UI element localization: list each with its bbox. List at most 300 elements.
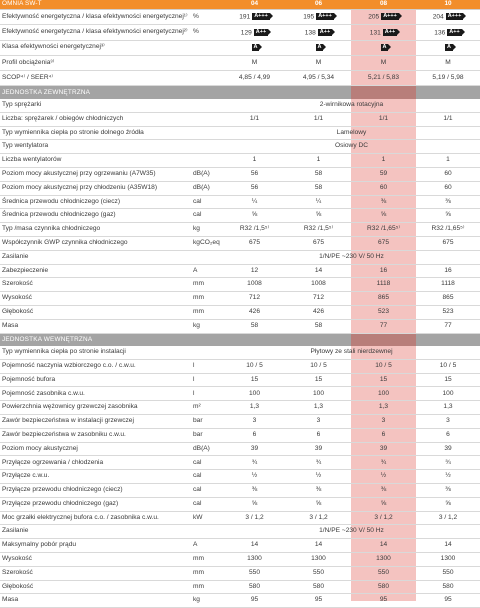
value-text: 1,3 <box>313 403 324 411</box>
table-row <box>0 71 480 86</box>
value-text: 15 <box>379 375 388 383</box>
row-value <box>223 55 286 70</box>
value-text: 131 <box>369 28 381 36</box>
table-row <box>0 223 480 237</box>
row-label: Efektywność energetyczna / klasa efektywności energetycznej²⁾ <box>0 25 193 40</box>
row-unit: mm <box>193 552 223 566</box>
row-label: Średnica przewodu chłodniczego (gaz) <box>0 209 193 223</box>
row-label: Szerokość <box>0 566 193 580</box>
value-text: 12 <box>250 266 259 274</box>
section-title: JEDNOSTKA WEWNĘTRZNA <box>0 333 351 346</box>
row-value <box>416 359 480 373</box>
row-value <box>286 539 351 553</box>
value-text: 3 / 1,2 <box>438 513 458 521</box>
value-text: 100 <box>312 389 324 397</box>
row-value <box>223 292 286 306</box>
row-value <box>351 470 416 484</box>
row-unit: kgCO₂eq <box>193 236 223 250</box>
row-value <box>351 580 416 594</box>
table-row <box>0 497 480 511</box>
row-value <box>351 40 416 55</box>
row-unit: mm <box>193 305 223 319</box>
row-value <box>416 373 480 387</box>
row-label: Szerokość <box>0 278 193 292</box>
value-text: 1300 <box>247 555 262 563</box>
value-text: 58 <box>314 321 323 329</box>
row-value <box>351 55 416 70</box>
row-value <box>351 181 416 195</box>
value-text: 1/1 <box>443 114 453 122</box>
value-text: 95 <box>444 596 452 604</box>
value-text: 39 <box>250 444 259 452</box>
row-value <box>416 223 480 237</box>
value-text: ¾ <box>445 458 451 466</box>
row-value <box>351 373 416 387</box>
table-row <box>0 25 480 40</box>
row-shared-value: 1/N/PE ~230 V/ 50 Hz <box>223 525 480 539</box>
value-text: 1118 <box>376 280 391 288</box>
value-text: 58 <box>250 321 259 329</box>
row-value <box>351 236 416 250</box>
value-text: 580 <box>312 582 324 590</box>
value-text: 865 <box>442 294 454 302</box>
row-value <box>286 278 351 292</box>
row-value <box>351 497 416 511</box>
value-text: 1,3 <box>443 403 453 411</box>
row-value <box>416 456 480 470</box>
row-unit: cal <box>193 209 223 223</box>
value-text: ½ <box>445 472 451 480</box>
value-text: 56 <box>250 170 259 178</box>
value-text: 712 <box>312 294 324 302</box>
row-value <box>416 278 480 292</box>
row-value <box>351 10 416 25</box>
model-08-header: 08 <box>351 0 416 10</box>
row-shared-value: 1/N/PE ~230 V/ 50 Hz <box>223 250 480 264</box>
value-text: 580 <box>377 582 389 590</box>
row-unit: A <box>193 539 223 553</box>
row-value <box>416 497 480 511</box>
row-value <box>223 580 286 594</box>
energy-label-badge: A <box>447 43 451 50</box>
table-row <box>0 278 480 292</box>
row-value <box>223 359 286 373</box>
row-unit: bar <box>193 428 223 442</box>
row-unit <box>193 525 223 539</box>
row-unit <box>193 346 223 359</box>
row-value <box>223 40 286 55</box>
row-value <box>286 154 351 168</box>
table-row <box>0 373 480 387</box>
table-row <box>0 525 480 539</box>
table-header <box>0 0 480 10</box>
row-label: Przyłącze przewodu chłodniczego (gaz) <box>0 497 193 511</box>
row-value <box>416 539 480 553</box>
value-text: R32 /1,5⁵⁾ <box>239 225 270 233</box>
value-text: 1 <box>252 156 257 164</box>
value-text: ⅜ <box>380 197 387 205</box>
row-value <box>223 223 286 237</box>
row-value <box>416 167 480 181</box>
row-value <box>286 264 351 278</box>
value-text: 60 <box>444 183 452 191</box>
row-label: Typ wymiennika ciepła po stronie dolnego źródła <box>0 126 193 140</box>
row-value <box>351 223 416 237</box>
row-value <box>286 71 351 86</box>
row-value <box>223 10 286 25</box>
value-text: 39 <box>314 444 323 452</box>
value-text: 3 <box>316 417 321 425</box>
row-value <box>286 566 351 580</box>
value-text: 60 <box>379 183 388 191</box>
value-text: 95 <box>250 596 259 604</box>
row-value <box>223 497 286 511</box>
row-value <box>223 387 286 401</box>
value-text: 10 / 5 <box>310 361 327 369</box>
value-text: 3 <box>381 417 386 425</box>
section-cell-model-10 <box>416 86 480 99</box>
row-unit <box>193 126 223 140</box>
value-text: ½ <box>315 472 322 480</box>
row-value <box>286 167 351 181</box>
row-value <box>351 415 416 429</box>
energy-label-badge: A+++ <box>383 13 397 20</box>
row-value <box>351 167 416 181</box>
section-cell-model-10 <box>416 333 480 346</box>
row-value <box>286 305 351 319</box>
table-row <box>0 511 480 525</box>
value-text: 95 <box>379 596 388 604</box>
value-text: ⅝ <box>251 499 258 507</box>
row-unit: kg <box>193 223 223 237</box>
row-value <box>286 387 351 401</box>
energy-label-badge: A+++ <box>447 13 462 20</box>
row-value <box>416 401 480 415</box>
row-value <box>286 112 351 126</box>
table-row <box>0 484 480 498</box>
value-text: 1/1 <box>313 114 324 122</box>
table-row <box>0 470 480 484</box>
row-unit: l <box>193 387 223 401</box>
value-text: 1,3 <box>249 403 260 411</box>
row-value <box>223 552 286 566</box>
row-value <box>223 181 286 195</box>
row-unit <box>193 140 223 154</box>
row-value <box>286 456 351 470</box>
row-value <box>286 319 351 333</box>
value-text: 59 <box>379 170 388 178</box>
row-value <box>223 456 286 470</box>
row-label: Maksymalny pobór prądu <box>0 539 193 553</box>
row-label: Pojemność bufora <box>0 373 193 387</box>
row-label: SCOP⁴⁾ / SEER⁴⁾ <box>0 71 193 86</box>
table-row <box>0 264 480 278</box>
value-text: R32 /1,65⁵⁾ <box>431 225 465 233</box>
row-value <box>223 470 286 484</box>
row-value <box>286 373 351 387</box>
value-text: 39 <box>379 444 388 452</box>
row-unit: dB(A) <box>193 181 223 195</box>
row-value <box>351 442 416 456</box>
row-value <box>351 566 416 580</box>
row-unit: mm <box>193 580 223 594</box>
value-text: M <box>445 58 451 66</box>
row-value <box>351 292 416 306</box>
energy-label-badge: A++ <box>449 28 460 35</box>
row-unit: cal <box>193 484 223 498</box>
value-text: 14 <box>314 541 323 549</box>
table-row <box>0 40 480 55</box>
row-value <box>351 154 416 168</box>
row-shared-value: 2-wirnikowa rotacyjna <box>223 99 480 112</box>
row-value <box>351 209 416 223</box>
row-label: Masa <box>0 594 193 608</box>
row-value <box>416 40 480 55</box>
row-label: Liczba: sprężarek / obiegów chłodniczych <box>0 112 193 126</box>
value-text: 14 <box>444 541 452 549</box>
row-value <box>286 195 351 209</box>
row-unit: l <box>193 359 223 373</box>
row-value <box>351 278 416 292</box>
row-value <box>416 292 480 306</box>
value-text: 136 <box>434 28 446 36</box>
row-unit: % <box>193 10 223 25</box>
value-text: 14 <box>250 541 259 549</box>
row-value <box>223 154 286 168</box>
value-text: 3 / 1,2 <box>374 513 393 521</box>
model-04-header: 04 <box>223 0 286 10</box>
value-text: 3 / 1,2 <box>309 513 328 521</box>
value-text: ⅝ <box>380 211 387 219</box>
row-value <box>416 195 480 209</box>
row-label: Pojemność zasobnika c.w.u. <box>0 387 193 401</box>
value-text: 77 <box>444 321 452 329</box>
row-value <box>351 484 416 498</box>
row-value <box>286 10 351 25</box>
row-value <box>223 539 286 553</box>
value-text: ⅜ <box>445 486 451 494</box>
value-text: 550 <box>442 568 454 576</box>
value-text: 1300 <box>376 555 391 563</box>
row-unit: mm <box>193 292 223 306</box>
table-row <box>0 401 480 415</box>
row-value <box>286 552 351 566</box>
value-text: 15 <box>444 375 452 383</box>
value-text: 523 <box>377 308 389 316</box>
value-text: 4,85 / 4,99 <box>238 74 271 82</box>
row-value <box>351 112 416 126</box>
row-value <box>286 428 351 442</box>
table-row <box>0 181 480 195</box>
row-unit: dB(A) <box>193 442 223 456</box>
row-value <box>286 580 351 594</box>
value-text: ⅝ <box>380 499 387 507</box>
energy-label-badge: A <box>382 43 387 50</box>
value-text: 14 <box>379 541 388 549</box>
row-value <box>416 25 480 40</box>
table-row <box>0 112 480 126</box>
row-label: Poziom mocy akustycznej <box>0 442 193 456</box>
row-value <box>223 264 286 278</box>
row-value <box>286 484 351 498</box>
row-label: Efektywność energetyczna / klasa efektywności energetycznej¹⁾ <box>0 10 193 25</box>
value-text: M <box>380 58 387 66</box>
row-unit: bar <box>193 415 223 429</box>
row-label: Średnica przewodu chłodniczego (ciecz) <box>0 195 193 209</box>
row-value <box>351 195 416 209</box>
row-value <box>223 319 286 333</box>
value-text: 426 <box>312 308 324 316</box>
value-text: 60 <box>444 170 452 178</box>
row-value <box>286 359 351 373</box>
value-text: 523 <box>442 308 454 316</box>
value-text: 16 <box>444 266 452 274</box>
value-text: 100 <box>377 389 389 397</box>
value-text: 10 / 5 <box>246 361 263 369</box>
value-text: 6 <box>446 430 450 438</box>
row-unit: kW <box>193 511 223 525</box>
row-value <box>223 305 286 319</box>
value-text: ⅝ <box>445 499 451 507</box>
table-row <box>0 552 480 566</box>
row-unit: % <box>193 25 223 40</box>
unit-header <box>193 0 223 10</box>
row-value <box>286 40 351 55</box>
value-text: 550 <box>377 568 389 576</box>
row-unit: l <box>193 373 223 387</box>
model-06-header: 06 <box>286 0 351 10</box>
value-text: 6 <box>252 430 257 438</box>
row-shared-value: Płytowy ze stali nierdzewnej <box>223 346 480 359</box>
table-row <box>0 167 480 181</box>
value-text: 138 <box>304 28 316 36</box>
table-row <box>0 566 480 580</box>
value-text: 191 <box>239 13 251 21</box>
row-unit <box>193 250 223 264</box>
value-text: 129 <box>240 28 252 36</box>
value-text: 1/1 <box>378 114 389 122</box>
value-text: 865 <box>377 294 389 302</box>
row-value <box>286 236 351 250</box>
row-label: Zasilanie <box>0 250 193 264</box>
row-unit: m² <box>193 401 223 415</box>
row-value <box>286 470 351 484</box>
table-row <box>0 126 480 140</box>
row-label: Powierzchnia wężownicy grzewczej zasobnika <box>0 401 193 415</box>
row-unit <box>193 99 223 112</box>
row-value <box>416 209 480 223</box>
table-row <box>0 456 480 470</box>
value-text: 10 / 5 <box>375 361 392 369</box>
table-row <box>0 209 480 223</box>
row-unit: cal <box>193 456 223 470</box>
row-unit: cal <box>193 470 223 484</box>
row-value <box>286 292 351 306</box>
row-value <box>223 25 286 40</box>
value-text: 580 <box>442 582 454 590</box>
row-label: Głębokość <box>0 305 193 319</box>
row-label: Liczba wentylatorów <box>0 154 193 168</box>
row-unit: mm <box>193 278 223 292</box>
row-value <box>223 484 286 498</box>
row-label: Profil obciążenia³⁾ <box>0 55 193 70</box>
row-value <box>351 25 416 40</box>
value-text: 10 / 5 <box>439 361 457 369</box>
row-label: Wysokość <box>0 552 193 566</box>
value-text: 712 <box>248 294 260 302</box>
row-unit <box>193 154 223 168</box>
value-text: 550 <box>312 568 324 576</box>
row-label: Zawór bezpieczeństwa w zasobniku c.w.u. <box>0 428 193 442</box>
table-row <box>0 55 480 70</box>
value-text: 205 <box>368 13 380 21</box>
row-value <box>416 71 480 86</box>
section-cell-model-08 <box>351 86 416 99</box>
row-label: Przyłącze przewodu chłodniczego (ciecz) <box>0 484 193 498</box>
row-value <box>416 154 480 168</box>
table-row <box>0 319 480 333</box>
table-row <box>0 99 480 112</box>
row-value <box>416 428 480 442</box>
row-label: Zasilanie <box>0 525 193 539</box>
row-value <box>286 55 351 70</box>
energy-label-badge: A++ <box>255 28 267 35</box>
table-row <box>0 10 480 25</box>
row-unit: dB(A) <box>193 167 223 181</box>
row-value <box>416 305 480 319</box>
row-value <box>223 415 286 429</box>
row-label: Pojemność naczynia wzbiorczego c.o. / c.w.u. <box>0 359 193 373</box>
value-text: 100 <box>442 389 454 397</box>
value-text: ½ <box>251 472 258 480</box>
row-value <box>286 497 351 511</box>
row-value <box>416 484 480 498</box>
row-value <box>416 10 480 25</box>
table-row <box>0 195 480 209</box>
value-text: R32 /1,65⁵⁾ <box>367 225 400 233</box>
value-text: ⅜ <box>380 486 387 494</box>
row-value <box>351 428 416 442</box>
value-text: 3 <box>252 417 257 425</box>
value-text: ⅝ <box>315 499 322 507</box>
row-value <box>223 195 286 209</box>
table-row <box>0 415 480 429</box>
value-text: 56 <box>250 183 259 191</box>
value-text: 16 <box>379 266 388 274</box>
row-value <box>416 112 480 126</box>
value-text: 580 <box>248 582 260 590</box>
row-value <box>351 319 416 333</box>
table-row <box>0 539 480 553</box>
row-value <box>223 566 286 580</box>
row-label: Wysokość <box>0 292 193 306</box>
section-cell-model-08 <box>351 333 416 346</box>
row-shared-value: Osiowy DC <box>223 140 480 154</box>
row-value <box>351 511 416 525</box>
row-value <box>351 401 416 415</box>
row-value <box>286 25 351 40</box>
value-text: 95 <box>314 596 323 604</box>
value-text: 1/1 <box>249 114 260 122</box>
energy-label-badge: A+++ <box>318 13 332 20</box>
value-text: ¾ <box>315 458 322 466</box>
table-row <box>0 140 480 154</box>
row-unit: cal <box>193 497 223 511</box>
table-row <box>0 346 480 359</box>
value-text: ⅜ <box>251 486 258 494</box>
energy-label-badge: A <box>253 43 258 50</box>
value-text: ⅝ <box>445 211 451 219</box>
